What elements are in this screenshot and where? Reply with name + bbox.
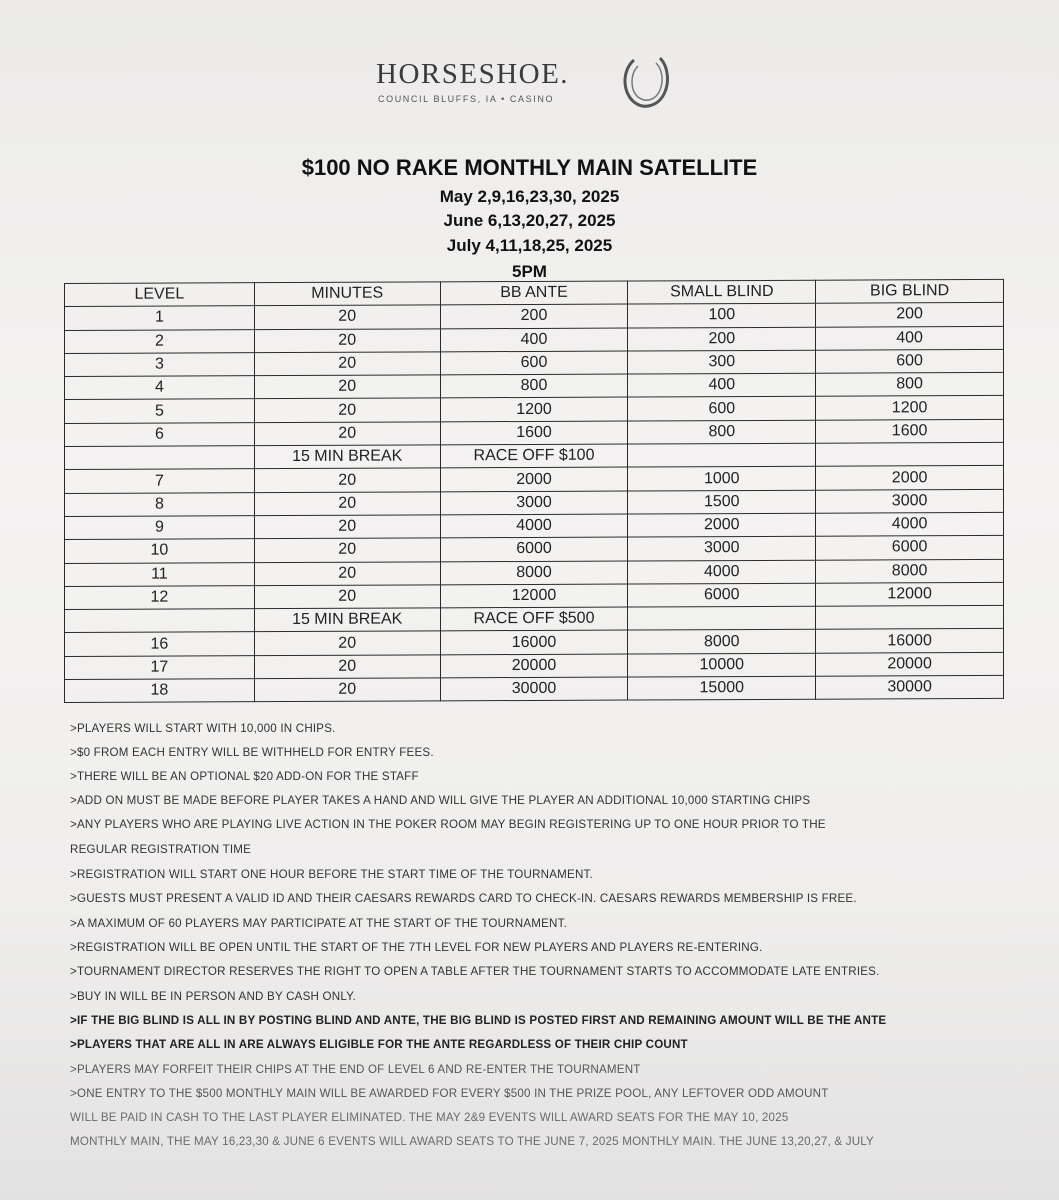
table-cell: 20 <box>254 422 440 446</box>
header-big-blind: BIG BLIND <box>816 279 1004 303</box>
table-cell: 10000 <box>628 653 816 677</box>
rule-line: >REGISTRATION WILL BE OPEN UNTIL THE START OF THE 7TH LEVEL FOR NEW PLAYERS AND PLAYERS RE-ENTERING. <box>70 941 763 954</box>
table-cell: 20 <box>254 305 440 329</box>
table-cell: 18 <box>65 679 255 703</box>
table-cell: 8 <box>65 492 255 516</box>
table-cell: 1200 <box>816 396 1004 420</box>
table-cell: 600 <box>628 397 816 421</box>
table-cell: 4000 <box>816 512 1004 536</box>
rule-line: >REGISTRATION WILL START ONE HOUR BEFORE THE START TIME OF THE TOURNAMENT. <box>70 868 593 881</box>
page-title: $100 NO RAKE MONTHLY MAIN SATELLITE <box>301 155 758 180</box>
table-cell: 20 <box>254 538 440 562</box>
table-cell: 20 <box>254 678 440 702</box>
table-cell: RACE OFF $100 <box>440 444 628 468</box>
table-cell: 20 <box>254 515 440 539</box>
table-cell: 11 <box>65 562 255 586</box>
horseshoe-icon <box>620 52 672 110</box>
table-cell: 16000 <box>440 630 628 654</box>
table-cell: 20 <box>254 585 440 609</box>
table-cell <box>816 606 1004 630</box>
table-cell <box>628 606 816 630</box>
table-cell: 20 <box>254 398 440 422</box>
table-cell: 1600 <box>816 419 1004 443</box>
dates-july: July 4,11,18,25, 2025 <box>446 236 613 255</box>
dates-june: June 6,13,20,27, 2025 <box>443 211 616 230</box>
table-row <box>65 675 1004 702</box>
table-cell: 200 <box>440 304 628 328</box>
table-cell: 12000 <box>440 584 628 608</box>
table-cell: 20 <box>254 468 440 492</box>
table-cell: 17 <box>65 655 255 679</box>
header-minutes: MINUTES <box>254 282 440 306</box>
rule-line: MONTHLY MAIN, THE MAY 16,23,30 & JUNE 6 EVENTS WILL AWARD SEATS TO THE JUNE 7, 2025 MONTHLY MAIN. THE JUNE 13,20,27, & JULY <box>70 1135 874 1148</box>
rule-line: >A MAXIMUM OF 60 PLAYERS MAY PARTICIPATE AT THE START OF THE TOURNAMENT. <box>70 917 568 930</box>
table-cell: 6000 <box>816 536 1004 560</box>
blind-schedule-body <box>65 279 1004 702</box>
table-cell: 20000 <box>440 654 628 678</box>
rule-line: >PLAYERS WILL START WITH 10,000 IN CHIPS. <box>70 722 336 735</box>
rule-line: >THERE WILL BE AN OPTIONAL $20 ADD-ON FOR THE STAFF <box>70 770 419 783</box>
table-cell: 1 <box>65 306 255 330</box>
table-cell: 300 <box>628 350 816 374</box>
table-cell: 8000 <box>816 559 1004 583</box>
rule-line: >ANY PLAYERS WHO ARE PLAYING LIVE ACTION IN THE POKER ROOM MAY BEGIN REGISTERING UP TO ONE HOUR PRIOR TO THE <box>70 818 826 831</box>
table-cell: 8000 <box>628 630 816 654</box>
table-cell: 20 <box>254 375 440 399</box>
rule-line: >PLAYERS MAY FORFEIT THEIR CHIPS AT THE END OF LEVEL 6 AND RE-ENTER THE TOURNAMENT <box>70 1063 641 1076</box>
table-cell: 20 <box>254 655 440 679</box>
rule-line: >TOURNAMENT DIRECTOR RESERVES THE RIGHT TO OPEN A TABLE AFTER THE TOURNAMENT STARTS TO ACCOMMODATE LATE ENTRIES. <box>70 965 880 978</box>
table-cell: 20 <box>254 492 440 516</box>
dates-may: May 2,9,16,23,30, 2025 <box>439 187 620 206</box>
table-cell: 1200 <box>440 398 628 422</box>
table-cell: 20000 <box>816 652 1004 676</box>
table-cell: 4000 <box>440 514 628 538</box>
horseshoe-logo <box>372 52 682 112</box>
table-cell: 8000 <box>440 561 628 585</box>
blind-schedule-table <box>64 279 1004 703</box>
rule-line: >ADD ON MUST BE MADE BEFORE PLAYER TAKES A HAND AND WILL GIVE THE PLAYER AN ADDITIONAL 10,000 STARTING CHIPS <box>70 794 811 807</box>
table-cell: 20 <box>254 328 440 352</box>
table-cell: 800 <box>628 420 816 444</box>
table-cell: 3000 <box>816 489 1004 513</box>
table-cell: 20 <box>254 352 440 376</box>
table-cell: 1600 <box>440 421 628 445</box>
table-cell: 200 <box>628 327 816 351</box>
rule-line: >IF THE BIG BLIND IS ALL IN BY POSTING BLIND AND ANTE, THE BIG BLIND IS POSTED FIRST AND REMAINING AMOUNT WILL BE THE ANTE <box>70 1014 887 1027</box>
table-cell: 30000 <box>816 675 1004 699</box>
table-cell <box>65 609 255 633</box>
rule-line: >ONE ENTRY TO THE $500 MONTHLY MAIN WILL BE AWARDED FOR EVERY $500 IN THE PRIZE POOL, ANY LEFTOVER ODD AMOUNT <box>70 1087 829 1100</box>
table-cell: 2000 <box>628 513 816 537</box>
logo-wordmark: HORSESHOE. <box>376 58 570 90</box>
table-cell: 100 <box>628 304 816 328</box>
table-cell: 5 <box>65 399 255 423</box>
table-cell: 6000 <box>440 537 628 561</box>
table-cell: 1000 <box>628 467 816 491</box>
table-cell: 2000 <box>816 466 1004 490</box>
start-time: 5PM <box>512 262 547 281</box>
table-cell: 200 <box>816 303 1004 327</box>
table-cell: 16 <box>65 632 255 656</box>
rule-line: >BUY IN WILL BE IN PERSON AND BY CASH ONLY. <box>70 990 356 1003</box>
rule-line: >PLAYERS THAT ARE ALL IN ARE ALWAYS ELIGIBLE FOR THE ANTE REGARDLESS OF THEIR CHIP COUNT <box>70 1038 688 1051</box>
table-cell: 400 <box>816 326 1004 350</box>
table-cell: 3000 <box>440 491 628 515</box>
table-cell: 2000 <box>440 467 628 491</box>
table-cell: 15000 <box>628 676 816 700</box>
table-cell: 6000 <box>628 583 816 607</box>
table-cell: 600 <box>816 349 1004 373</box>
table-cell: 1500 <box>628 490 816 514</box>
table-cell: 15 MIN BREAK <box>254 608 440 632</box>
table-cell: 20 <box>254 631 440 655</box>
table-cell <box>65 446 255 470</box>
header-level: LEVEL <box>65 283 255 307</box>
rule-line: >GUESTS MUST PRESENT A VALID ID AND THEIR CAESARS REWARDS CARD TO CHECK-IN. CAESARS REWARDS MEMBERSHIP IS FREE. <box>70 892 857 905</box>
table-cell: 6 <box>65 422 255 446</box>
header-small-blind: SMALL BLIND <box>628 280 816 304</box>
table-cell: 2 <box>65 329 255 353</box>
table-cell: 30000 <box>440 677 628 701</box>
table-cell: 800 <box>440 374 628 398</box>
table-cell: 3000 <box>628 536 816 560</box>
table-cell: 4 <box>65 376 255 400</box>
table-cell: 16000 <box>816 629 1004 653</box>
table-cell: 9 <box>65 516 255 540</box>
rule-line: >$0 FROM EACH ENTRY WILL BE WITHHELD FOR ENTRY FEES. <box>70 746 434 759</box>
logo-subtitle: COUNCIL BLUFFS, IA • CASINO <box>378 94 555 104</box>
header-bb-ante: BB ANTE <box>440 281 628 305</box>
table-cell: 12000 <box>816 582 1004 606</box>
table-cell <box>628 443 816 467</box>
table-cell: 600 <box>440 351 628 375</box>
table-cell: 15 MIN BREAK <box>254 445 440 469</box>
table-cell: 10 <box>65 539 255 563</box>
table-cell: 800 <box>816 373 1004 397</box>
rule-line: REGULAR REGISTRATION TIME <box>70 843 252 856</box>
table-cell <box>816 442 1004 466</box>
table-cell: 400 <box>628 373 816 397</box>
table-cell: 3 <box>65 353 255 377</box>
table-cell: 20 <box>254 561 440 585</box>
table-cell: 7 <box>65 469 255 493</box>
rule-line: WILL BE PAID IN CASH TO THE LAST PLAYER ELIMINATED. THE MAY 2&9 EVENTS WILL AWARD SEATS FOR THE MAY 10, 2025 <box>70 1111 789 1124</box>
table-cell: 4000 <box>628 560 816 584</box>
table-cell: 400 <box>440 328 628 352</box>
table-cell: RACE OFF $500 <box>440 607 628 631</box>
table-cell: 12 <box>65 586 255 610</box>
